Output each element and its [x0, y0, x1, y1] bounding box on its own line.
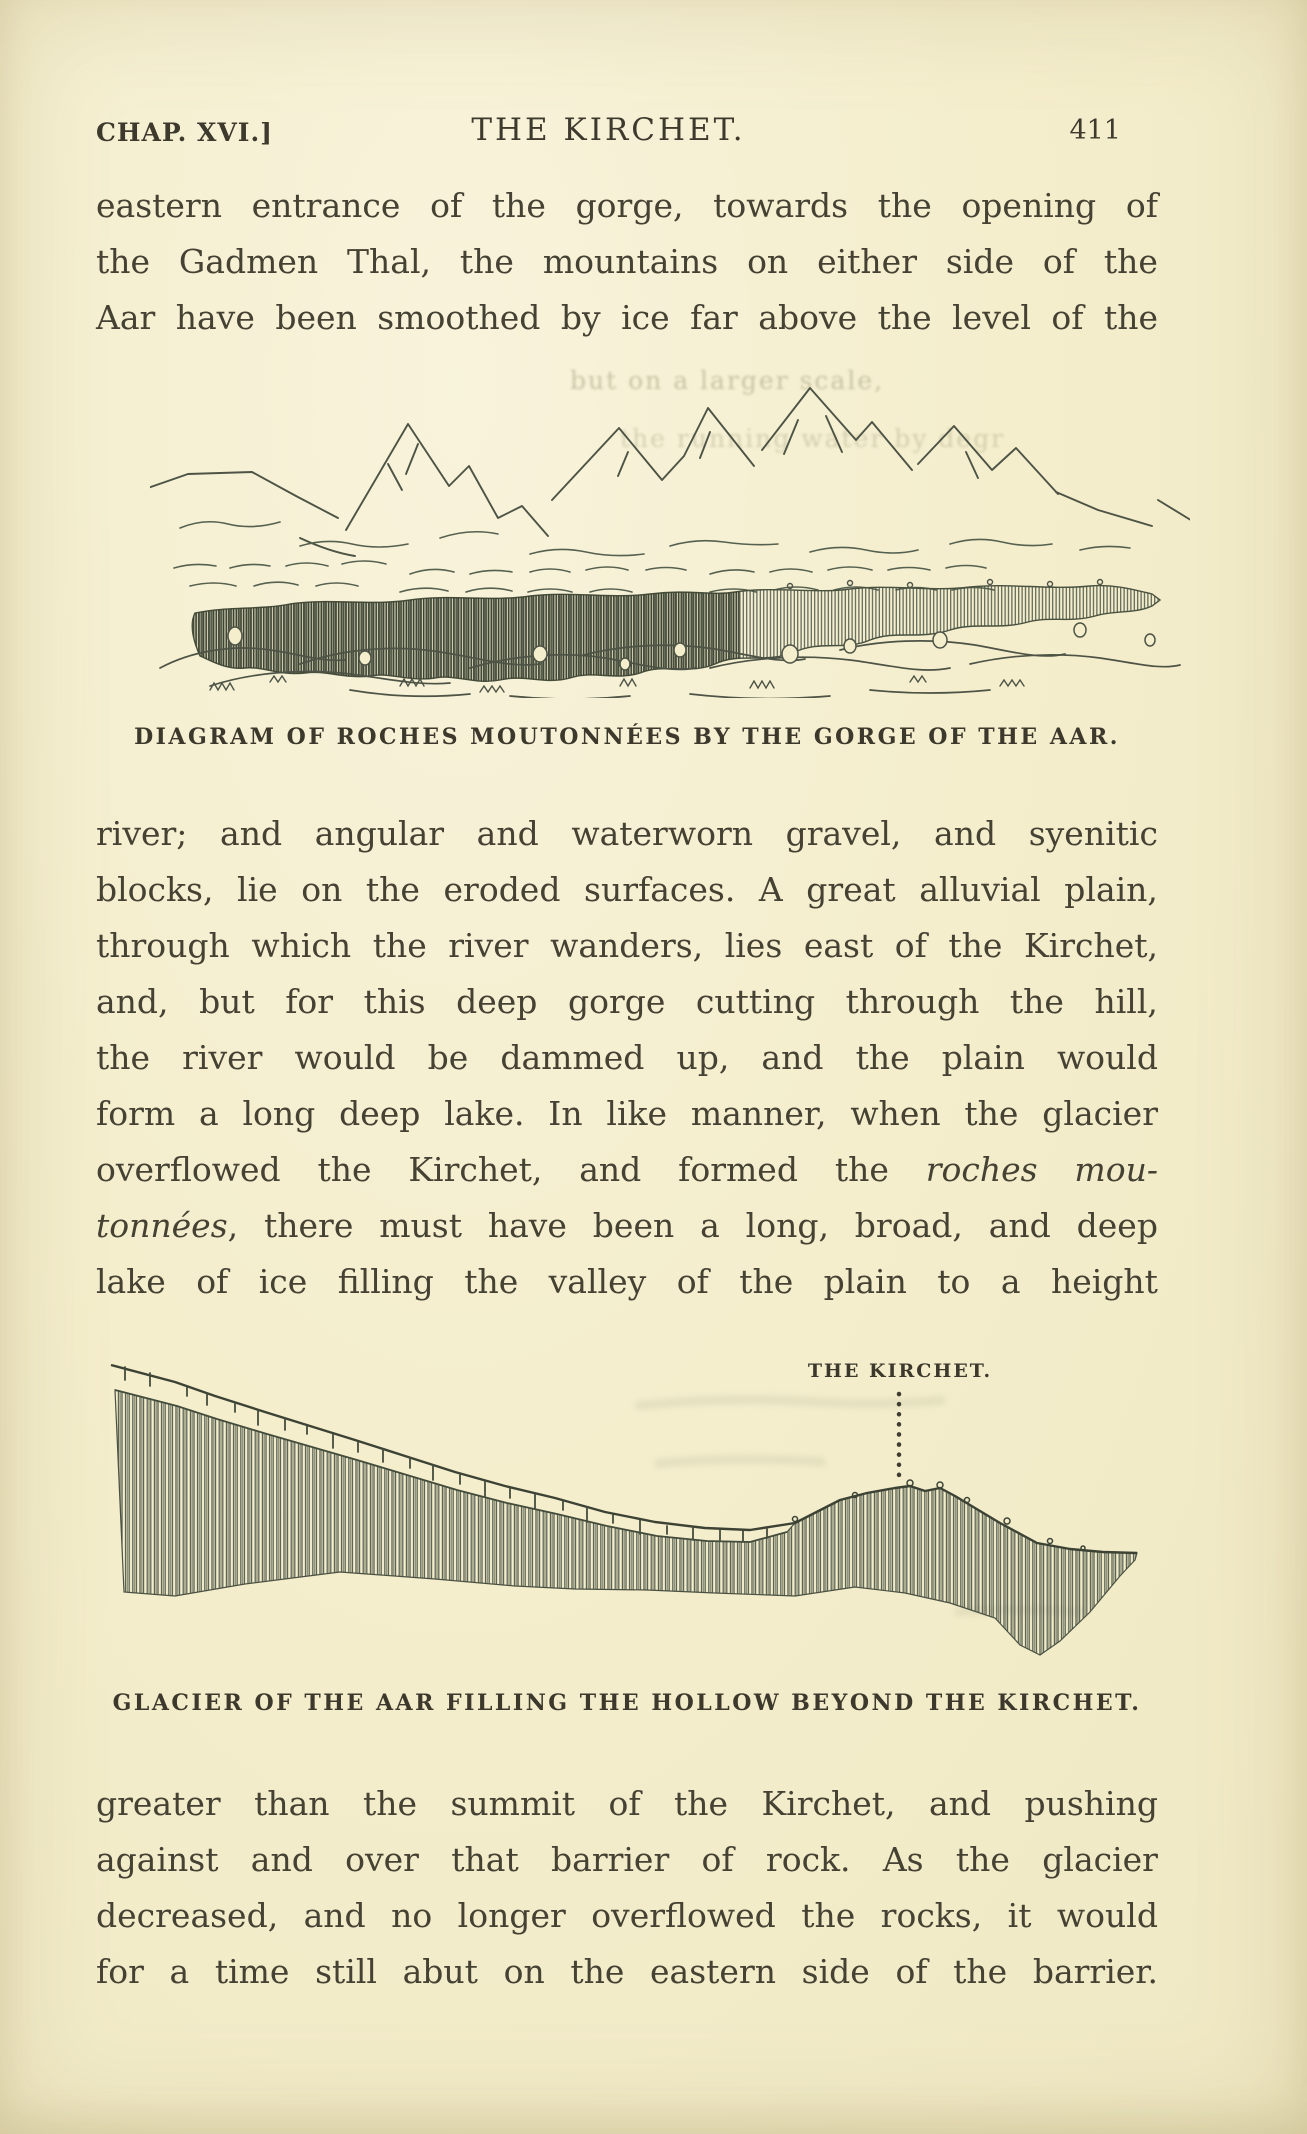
text-line: tonnées, there must have been a long, broad, and deep [96, 1206, 1158, 1245]
text-line: Aar have been smoothed by ice far above the level of the [96, 298, 1158, 337]
figure-glacier-profile [95, 1360, 1155, 1672]
figure-label-kirchet: THE KIRCHET. [807, 1360, 993, 1382]
text-line: greater than the summit of the Kirchet, and pushing [96, 1784, 1158, 1823]
text-line: the Gadmen Thal, the mountains on either side of the [96, 242, 1158, 281]
text-line: against and over that barrier of rock. As the glacier [96, 1840, 1158, 1879]
bleedthrough-text: the running water by degr [620, 424, 1006, 453]
text-line: lake of ice filling the valley of the plain to a height [96, 1262, 1158, 1301]
text-line: decreased, and no longer overflowed the rocks, it would [96, 1896, 1158, 1935]
text-line: blocks, lie on the eroded surfaces. A great alluvial plain, [96, 870, 1158, 909]
text-line: form a long deep lake. In like manner, when the glacier [96, 1094, 1158, 1133]
figure-caption: GLACIER OF THE AAR FILLING THE HOLLOW BEYOND THE KIRCHET. [112, 1690, 1142, 1716]
text-line: eastern entrance of the gorge, towards the opening of [96, 186, 1158, 225]
paragraph-3 [96, 1776, 1158, 2000]
paragraph-2 [96, 806, 1158, 1310]
page-number: 411 [1069, 115, 1121, 146]
running-title: THE KIRCHET. [471, 112, 746, 148]
paragraph-1 [96, 178, 1158, 346]
foothill-lines [174, 522, 1130, 592]
figure-roches-moutonnees [150, 368, 1190, 698]
figure-caption: DIAGRAM OF ROCHES MOUTONNÉES BY THE GORGE OF THE AAR. [134, 724, 1120, 750]
mountain-peaks [150, 388, 1190, 556]
text-line: river; and angular and waterworn gravel, and syenitic [96, 814, 1158, 853]
bleedthrough-text: but on a larger scale, [570, 366, 885, 395]
page-header [96, 112, 1121, 156]
text-line: for a time still abut on the eastern side of the barrier. [96, 1952, 1158, 1991]
chapter-heading: CHAP. XVI.] [96, 118, 274, 147]
text-line: overflowed the Kirchet, and formed the roches mou- [96, 1150, 1158, 1189]
glacier-profile-engraving [95, 1360, 1155, 1672]
text-line: through which the river wanders, lies east of the Kirchet, [96, 926, 1158, 965]
grass-tufts [210, 676, 1024, 692]
text-line: the river would be dammed up, and the plain would [96, 1038, 1158, 1077]
roches-moutonnees-engraving [150, 368, 1190, 698]
text-line: and, but for this deep gorge cutting through the hill, [96, 982, 1158, 1021]
glacier-body-hatch-texture [115, 1390, 1137, 1655]
